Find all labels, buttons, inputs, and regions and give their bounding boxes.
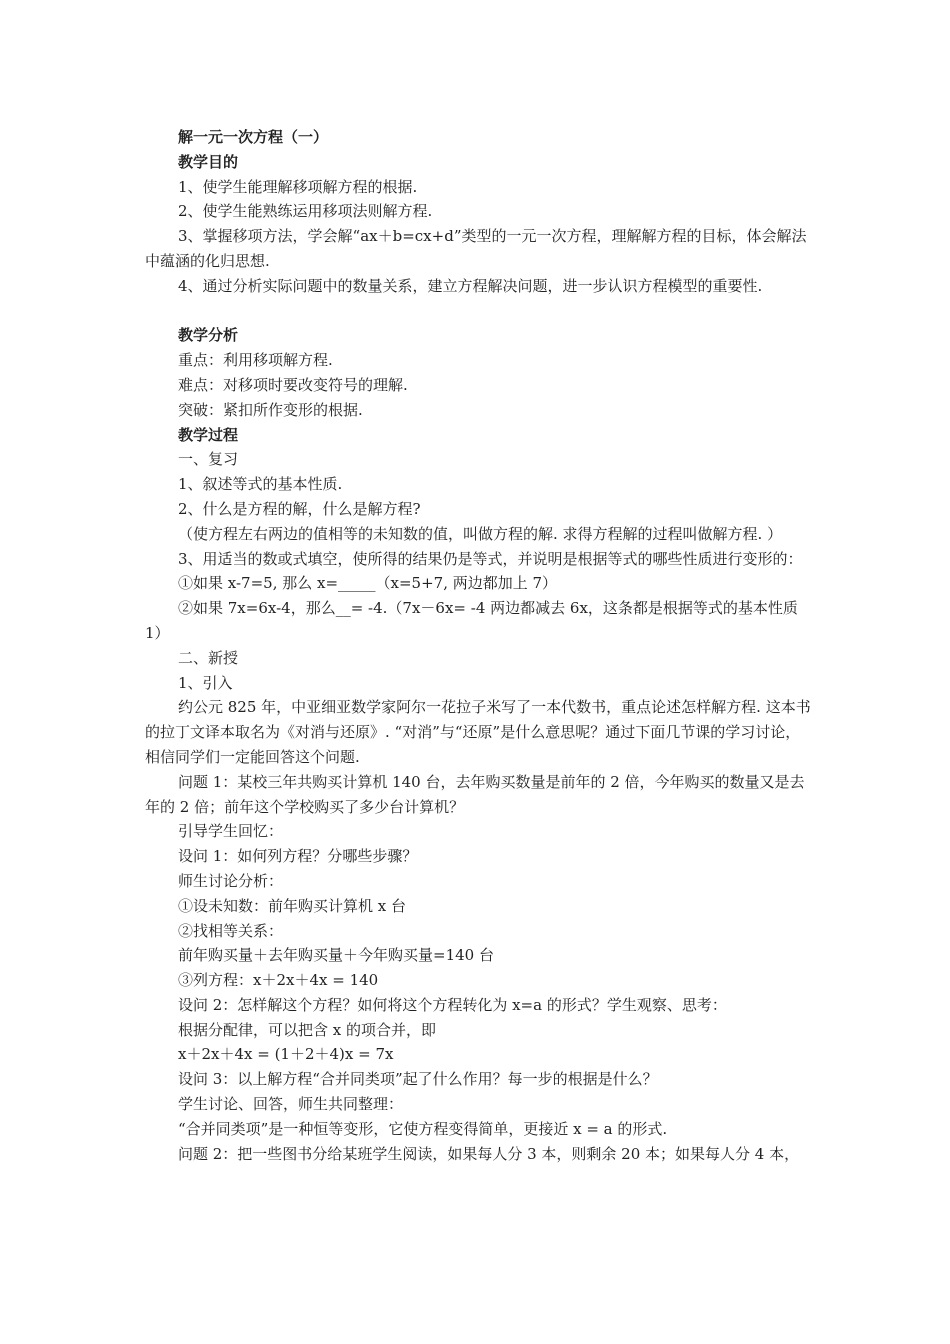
analysis-item: 难点：对移项时要改变符号的理解. (178, 375, 408, 394)
analysis-heading: 教学分析 (178, 326, 239, 345)
lesson-line: 设问 3：以上解方程“合并同类项”起了什么作用？每一步的根据是什么？ (178, 1070, 658, 1089)
problem-1-paragraph: 问题 1：某校三年共购买计算机 140 台，去年购买数量是前年的 2 倍，今年购买的数量又是去年的 2 倍；前年这个学校购买了多少台计算机？ (145, 772, 805, 816)
goal-item: 1、使学生能理解移项解方程的根据. (178, 177, 418, 196)
lesson-line: x＋2x＋4x = (1＋2＋4)x = 7x (178, 1045, 394, 1064)
lesson-line: 问题 2：把一些图书分给某班学生阅读，如果每人分 3 本，则剩余 20 本；如果每人分 4 本， (178, 1144, 800, 1163)
analysis-item: 突破：紧扣所作变形的根据. (178, 400, 363, 419)
review-item: 3、用适当的数或式填空，使所得的结果仍是等式，并说明是根据等式的哪些性质进行变形的： (178, 549, 803, 568)
intro-paragraph: 约公元 825 年，中亚细亚数学家阿尔一花拉子米写了一本代数书，重点论述怎样解方程. 这本书的拉丁文译本取名为《对消与还原》. “对消”与“还原”是什么意思呢？通过下面几节课的学习讨论，相信同学们一定能回答这个问题. (145, 698, 811, 766)
review-item: 1、叙述等式的基本性质. (178, 475, 343, 494)
goal-item: 3、掌握移项方法，学会解“ax＋b=cx+d”类型的一元一次方程，理解解方程的目标，体会解法中蕴涵的化归思想. (145, 227, 807, 270)
lesson-line: 师生讨论分析： (178, 871, 284, 890)
lesson-line: 设问 1：如何列方程？分哪些步骤？ (178, 847, 418, 866)
document-title: 解一元一次方程（一） (178, 128, 329, 146)
review-heading: 一、复习 (178, 450, 239, 469)
review-item: 2、什么是方程的解，什么是解方程? (178, 499, 421, 518)
goal-item: 4、通过分析实际问题中的数量关系，建立方程解决问题，进一步认识方程模型的重要性. (178, 276, 763, 295)
lesson-line: 设问 2：怎样解这个方程？如何将这个方程转化为 x=a 的形式？学生观察、思考： (178, 995, 727, 1014)
lesson-line: 根据分配律，可以把含 x 的项合并，即 (178, 1020, 436, 1039)
lesson-line: ③列方程：x＋2x＋4x = 140 (178, 971, 379, 990)
lesson-line: ①设未知数：前年购买计算机 x 台 (178, 896, 406, 915)
lesson-line: ②找相等关系： (178, 921, 284, 940)
new-lesson-heading: 二、新授 (178, 648, 239, 667)
goals-heading: 教学目的 (178, 152, 239, 171)
lesson-line: “合并同类项”是一种恒等变形，它使方程变得简单，更接近 x = a 的形式. (178, 1119, 668, 1138)
review-item: ①如果 x-7=5, 那么 x=_____（x=5+7, 两边都加上 7） (178, 574, 558, 593)
lesson-line: 学生讨论、回答，师生共同整理： (178, 1095, 404, 1114)
document-page (145, 125, 815, 1166)
process-heading: 教学过程 (178, 425, 239, 444)
review-item: ②如果 7x=6x-4，那么__= -4.（7x－6x= -4 两边都减去 6x，这条都是根据等式的基本性质 1） (145, 599, 798, 642)
review-item: （使方程左右两边的值相等的未知数的值，叫做方程的解. 求得方程解的过程叫做解方程. ） (178, 524, 783, 543)
goal-item: 2、使学生能熟练运用移项法则解方程. (178, 202, 433, 221)
spacer (145, 299, 815, 324)
lesson-line: 前年购买量＋去年购买量＋今年购买量=140 台 (178, 946, 494, 965)
lesson-line: 引导学生回忆： (178, 822, 284, 841)
analysis-item: 重点：利用移项解方程. (178, 351, 333, 370)
new-lesson-subheading: 1、引入 (178, 673, 233, 692)
